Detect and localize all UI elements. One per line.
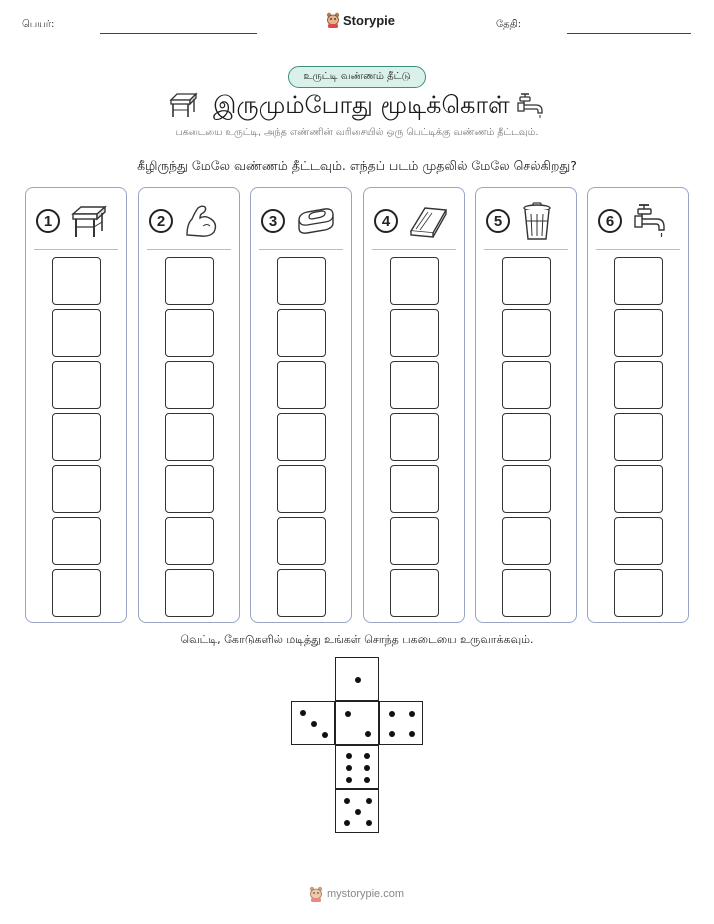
color-box[interactable]	[165, 361, 214, 409]
date-label: தேதி:	[496, 19, 522, 30]
dice-face-6	[335, 745, 379, 789]
color-box[interactable]	[165, 413, 214, 461]
column-4	[363, 187, 465, 623]
instructions-text: பகடையை உருட்டி, அந்த எண்ணின் வரிசையில் ஒரு பெட்டிக்கு வண்ணம் தீட்டவும்.	[175, 127, 539, 138]
dice-pip	[300, 710, 306, 716]
dice-pip	[322, 732, 328, 738]
dice-pip	[355, 677, 361, 683]
soap-icon	[295, 202, 337, 244]
dice-face-5	[335, 789, 379, 833]
storypie-mascot-icon	[309, 886, 323, 902]
storypie-mascot-icon	[326, 12, 340, 28]
column-header	[251, 200, 351, 242]
column-header	[139, 200, 239, 242]
dice-instructions: வெட்டி, கோடுகளில் மடித்து உங்கள் சொந்த பகடையை உருவாக்கவும்.	[180, 633, 534, 646]
column-divider	[34, 249, 118, 250]
color-box[interactable]	[165, 257, 214, 305]
column-divider	[372, 249, 456, 250]
column-divider	[147, 249, 231, 250]
color-box[interactable]	[277, 569, 326, 617]
color-box[interactable]	[502, 361, 551, 409]
color-box[interactable]	[614, 465, 663, 513]
color-box[interactable]	[390, 413, 439, 461]
column-header	[26, 200, 126, 242]
color-box[interactable]	[390, 257, 439, 305]
color-box[interactable]	[277, 257, 326, 305]
dice-face-3	[291, 701, 335, 745]
dice-pip	[345, 711, 351, 717]
page-title: இருமும்போது மூடிக்கொள்	[213, 91, 510, 119]
color-box[interactable]	[277, 517, 326, 565]
color-box[interactable]	[390, 569, 439, 617]
color-box[interactable]	[614, 361, 663, 409]
color-box[interactable]	[390, 517, 439, 565]
column-divider	[596, 249, 680, 250]
desk-icon	[168, 91, 198, 123]
color-box[interactable]	[52, 569, 101, 617]
column-3	[250, 187, 352, 623]
dice-pip	[311, 721, 317, 727]
dice-pip	[364, 777, 370, 783]
color-box[interactable]	[52, 465, 101, 513]
dice-pip	[344, 798, 350, 804]
dice-pip	[409, 711, 415, 717]
column-divider	[259, 249, 343, 250]
column-divider	[484, 249, 568, 250]
color-box[interactable]	[614, 413, 663, 461]
dice-pip	[389, 731, 395, 737]
color-box[interactable]	[52, 413, 101, 461]
color-box[interactable]	[52, 361, 101, 409]
column-header	[364, 200, 464, 242]
column-header	[588, 200, 688, 242]
dice-pip	[346, 765, 352, 771]
footer-url: mystorypie.com	[327, 888, 405, 900]
color-box[interactable]	[52, 309, 101, 357]
dice-pip	[364, 753, 370, 759]
column-number: 1	[36, 209, 60, 233]
trash-can-icon	[520, 202, 554, 246]
color-box[interactable]	[52, 517, 101, 565]
dice-face-4	[379, 701, 423, 745]
brand-logo	[326, 12, 395, 28]
color-box[interactable]	[502, 569, 551, 617]
faucet-icon	[632, 202, 670, 244]
faucet-icon	[516, 91, 546, 123]
color-box[interactable]	[614, 257, 663, 305]
dice-pip	[409, 731, 415, 737]
column-header	[476, 200, 576, 242]
column-number: 6	[598, 209, 622, 233]
column-5	[475, 187, 577, 623]
color-box[interactable]	[502, 309, 551, 357]
color-box[interactable]	[277, 309, 326, 357]
color-box[interactable]	[502, 257, 551, 305]
name-label: பெயர்:	[22, 19, 55, 30]
dice-pip	[346, 777, 352, 783]
question-text: கீழிருந்து மேலே வண்ணம் தீட்டவும். எந்தப் படம் முதலில் மேலே செல்கிறது?	[137, 158, 577, 173]
name-line[interactable]	[100, 33, 257, 34]
dice-pip	[366, 820, 372, 826]
color-box[interactable]	[614, 309, 663, 357]
column-2	[138, 187, 240, 623]
color-box[interactable]	[390, 309, 439, 357]
dice-face-1	[335, 657, 379, 701]
dice-pip	[355, 809, 361, 815]
dice-pip	[346, 753, 352, 759]
color-box[interactable]	[165, 569, 214, 617]
date-line[interactable]	[567, 33, 691, 34]
color-box[interactable]	[502, 413, 551, 461]
color-box[interactable]	[277, 413, 326, 461]
color-box[interactable]	[390, 361, 439, 409]
dice-pip	[366, 798, 372, 804]
dice-pip	[344, 820, 350, 826]
dice-face-2	[335, 701, 379, 745]
color-box[interactable]	[165, 465, 214, 513]
color-box[interactable]	[277, 465, 326, 513]
color-box[interactable]	[390, 465, 439, 513]
column-1	[25, 187, 127, 623]
flexed-arm-icon	[183, 202, 221, 244]
activity-badge: உருட்டி வண்ணம் தீட்டு	[288, 66, 426, 88]
footer	[309, 886, 404, 902]
color-box[interactable]	[52, 257, 101, 305]
color-box[interactable]	[165, 517, 214, 565]
tissue-icon	[408, 202, 450, 244]
color-box[interactable]	[502, 465, 551, 513]
brand-name: Storypie	[343, 12, 396, 28]
column-number: 4	[374, 209, 398, 233]
color-box[interactable]	[165, 309, 214, 357]
column-6	[587, 187, 689, 623]
column-number: 2	[149, 209, 173, 233]
color-box[interactable]	[614, 517, 663, 565]
color-box[interactable]	[614, 569, 663, 617]
color-box[interactable]	[277, 361, 326, 409]
column-number: 5	[486, 209, 510, 233]
color-box[interactable]	[502, 517, 551, 565]
dice-pip	[389, 711, 395, 717]
desk-icon	[70, 202, 108, 244]
column-number: 3	[261, 209, 285, 233]
dice-pip	[365, 731, 371, 737]
dice-pip	[364, 765, 370, 771]
